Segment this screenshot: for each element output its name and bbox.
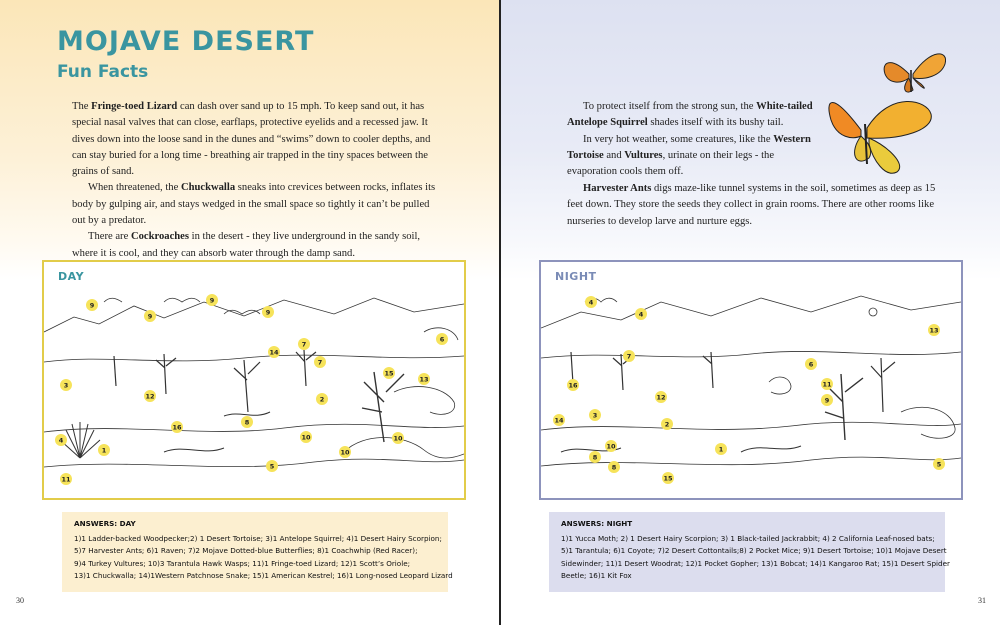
scene-marker	[86, 299, 98, 311]
scene-marker	[60, 473, 72, 485]
bold-term: Vultures	[624, 149, 663, 161]
scene-label: DAY	[58, 270, 85, 283]
marker-number: 7	[626, 352, 632, 361]
marker-number: 4	[58, 436, 64, 445]
scene-marker	[268, 346, 280, 358]
scene-label: NIGHT	[555, 270, 597, 283]
marker-number: 9	[89, 301, 95, 310]
marker-number: 8	[244, 418, 250, 427]
scene-marker	[144, 310, 156, 322]
marker-number: 9	[147, 312, 153, 321]
marker-number: 7	[317, 358, 323, 367]
left-page	[0, 0, 499, 625]
right-fun-facts-text-2	[567, 181, 953, 230]
scene-marker	[98, 444, 110, 456]
marker-number: 14	[554, 416, 564, 425]
marker-number: 8	[592, 453, 598, 462]
marker-number: 9	[265, 308, 271, 317]
scene-marker	[266, 460, 278, 472]
scene-marker	[635, 308, 647, 320]
scene-marker	[661, 418, 673, 430]
day-scene-drawing	[44, 262, 464, 498]
scene-marker	[589, 409, 601, 421]
scene-marker	[206, 294, 218, 306]
text-run: digs maze-like tunnel systems in the soil, sometimes as deep as 15 feet down. They store the seeds they collect in grain rooms. There are other rooms like nurseries to develop larve and nurture eggs.	[567, 183, 936, 227]
scene-marker	[821, 394, 833, 406]
marker-number: 2	[319, 395, 325, 404]
text-run: shades itself with its bushy tail.	[647, 117, 784, 129]
marker-number: 4	[638, 310, 644, 319]
scene-marker	[715, 443, 727, 455]
answer-line: 13)1 Chuckwalla; 14)1Western Patchnose Snake; 15)1 American Kestrel; 16)1 Long-nosed Leopard Lizard	[74, 570, 453, 580]
answer-line: 5)7 Harvester Ants; 6)1 Raven; 7)2 Mojave Dotted-blue Butterflies; 8)1 Coachwhip (Red Racer);	[74, 546, 418, 556]
bold-term: Harvester Ants	[583, 183, 652, 194]
marker-number: 3	[63, 381, 69, 390]
marker-number: 12	[656, 393, 666, 402]
bold-term: Cockroaches	[130, 231, 190, 243]
answers-day-box	[62, 512, 453, 592]
text-run: , urinate on their legs - the evaporation cools them off.	[567, 149, 775, 178]
right-page	[501, 0, 1000, 625]
scene-marker	[392, 432, 404, 444]
fact-paragraph-cockroaches	[72, 229, 442, 262]
night-scene-drawing	[541, 262, 961, 498]
marker-number: 12	[145, 392, 155, 401]
scene-marker	[605, 440, 617, 452]
answers-title: ANSWERS: NIGHT	[561, 519, 633, 528]
text-run: When threatened, the	[88, 182, 181, 194]
marker-number: 13	[929, 326, 939, 335]
marker-number: 7	[301, 340, 307, 349]
fact-paragraph-lizard	[72, 99, 442, 180]
page-number: 30	[16, 596, 24, 605]
marker-number: 15	[663, 474, 673, 483]
marker-number: 3	[592, 411, 598, 420]
marker-number: 10	[340, 448, 350, 457]
fact-paragraph-ants	[567, 181, 953, 230]
scene-marker	[655, 391, 667, 403]
page-title: MOJAVE DESERT	[57, 26, 315, 57]
marker-number: 5	[936, 460, 942, 469]
marker-number: 1	[718, 445, 724, 454]
answer-line: Beetle; 16)1 Kit Fox	[561, 570, 632, 580]
fact-paragraph-chuckwalla	[72, 180, 442, 229]
answers-night-box	[549, 512, 950, 592]
fact-paragraph-squirrel	[567, 99, 821, 132]
answer-line: 9)4 Turkey Vultures; 10)3 Tarantula Hawk Wasps; 11)1 Fringe-toed Lizard; 12)1 Scott’s Oriole;	[74, 558, 411, 568]
marker-number: 4	[588, 298, 594, 307]
scene-marker	[383, 367, 395, 379]
scene-marker	[608, 461, 620, 473]
scene-marker	[316, 393, 328, 405]
marker-number: 5	[269, 462, 275, 471]
scene-marker	[262, 306, 274, 318]
fact-paragraph-tortoise	[567, 132, 821, 181]
marker-number: 9	[209, 296, 215, 305]
left-fun-facts-text	[72, 99, 442, 262]
day-scene-illustration	[42, 260, 466, 500]
marker-number: 16	[172, 423, 182, 432]
marker-number: 2	[664, 420, 670, 429]
scene-marker	[144, 390, 156, 402]
scene-marker	[314, 356, 326, 368]
scene-marker	[567, 379, 579, 391]
marker-number: 11	[61, 475, 71, 484]
text-run: The	[72, 101, 92, 112]
marker-number: 10	[301, 433, 311, 442]
marker-number: 13	[419, 375, 429, 384]
marker-number: 14	[269, 348, 279, 357]
scene-marker	[339, 446, 351, 458]
scene-marker	[623, 350, 635, 362]
page-number: 31	[978, 596, 986, 605]
scene-marker	[60, 379, 72, 391]
marker-number: 6	[808, 360, 814, 369]
marker-number: 15	[384, 369, 394, 378]
marker-number: 6	[439, 335, 445, 344]
scene-marker	[589, 451, 601, 463]
text-run: There are	[88, 231, 131, 243]
scene-marker	[241, 416, 253, 428]
night-scene-illustration	[539, 260, 963, 500]
answers-title: ANSWERS: DAY	[74, 519, 136, 528]
scene-marker	[662, 472, 674, 484]
bold-term: Chuckwalla	[180, 182, 236, 194]
scene-marker	[418, 373, 430, 385]
scene-marker	[585, 296, 597, 308]
monarch-butterflies-icon	[821, 40, 971, 180]
marker-number: 1	[101, 446, 107, 455]
text-run: in the desert - they live underground in the sandy soil, where it is cool, and they can absorb water through the damp sand.	[72, 231, 421, 259]
text-run: To protect itself from the strong sun, the	[583, 101, 757, 112]
answer-line: 1)1 Yucca Moth; 2) 1 Desert Hairy Scorpion; 3) 1 Black-tailed Jackrabbit; 4) 2 California Leaf-nosed bats;	[561, 534, 935, 544]
bold-term: Western Tortoise	[567, 133, 811, 161]
scene-marker	[300, 431, 312, 443]
text-run: In very hot weather, some creatures, like the	[583, 133, 774, 145]
scene-marker	[805, 358, 817, 370]
text-run: and	[603, 149, 625, 161]
scene-marker	[553, 414, 565, 426]
bold-term: White-tailed Antelope Squirrel	[567, 101, 813, 129]
page-subtitle: Fun Facts	[57, 62, 149, 82]
answer-line: 1)1 Ladder-backed Woodpecker;2) 1 Desert Tortoise; 3)1 Antelope Squirrel; 4)1 Desert Hairy Scorpion;	[74, 534, 442, 544]
scene-marker	[436, 333, 448, 345]
scene-marker	[933, 458, 945, 470]
answer-line: 5)1 Tarantula; 6)1 Coyote; 7)2 Desert Cottontails;8) 2 Pocket Mice; 9)1 Desert Tortoise; 10)1 Mojave Desert	[561, 546, 947, 556]
bold-term: Fringe-toed Lizard	[91, 101, 178, 112]
marker-number: 8	[611, 463, 617, 472]
scene-marker	[298, 338, 310, 350]
marker-number: 11	[822, 380, 832, 389]
scene-marker	[171, 421, 183, 433]
marker-number: 10	[393, 434, 403, 443]
marker-number: 16	[568, 381, 578, 390]
answer-line: Sidewinder; 11)1 Desert Woodrat; 12)1 Pocket Gopher; 13)1 Bobcat; 14)1 Kangaroo Rat; 15)1 Desert Spider	[561, 558, 950, 568]
marker-number: 10	[606, 442, 616, 451]
scene-marker	[928, 324, 940, 336]
text-run: can dash over sand up to 15 mph. To keep sand out, it has special nasal valves that can close, earflaps, protective eyelids and a recessed jaw. It dives down into the loose sand in the dunes and “swims” down to cooler depths, and can stay buried for a long time - breathing air trapped in the tiny spaces between the grains of sand.	[72, 101, 431, 178]
marker-number: 9	[824, 396, 830, 405]
scene-marker	[821, 378, 833, 390]
text-run: sneaks into crevices between rocks, inflates its body by gulping air, and stays wedged in the small space so tightly it can’t be pulled out by a predator.	[72, 182, 436, 227]
right-fun-facts-text	[567, 99, 821, 180]
scene-marker	[55, 434, 67, 446]
